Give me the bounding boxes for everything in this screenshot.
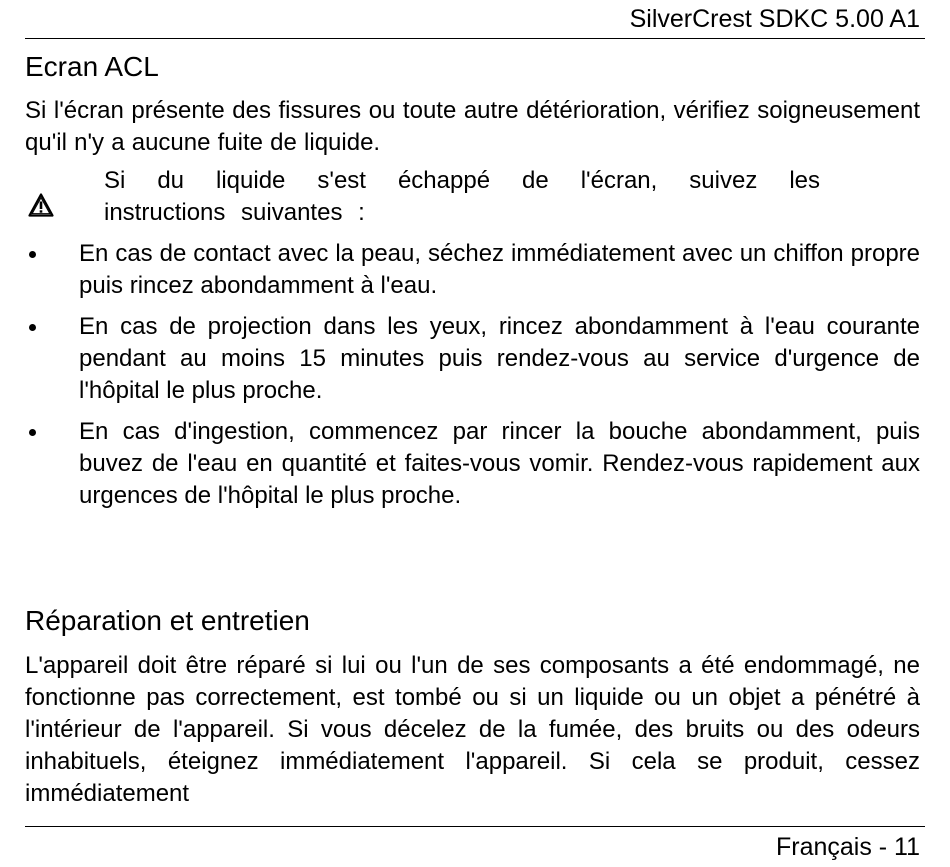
list-item — [25, 416, 920, 512]
list-item-text: En cas d'ingestion, commencez par rincer la bouche abondamment, puis buvez de l'eau en quantité et faites-vous vomir. Rendez-vous rapidement aux urgences de l'hôpital le plus proche. — [79, 418, 920, 509]
warning-text: Si du liquide s'est échappé de l'écran, suivez les instructions suivantes : — [104, 167, 820, 226]
bullet-dot — [29, 429, 36, 436]
section-body-paragraph: L'appareil doit être réparé si lui ou l'un de ses composants a été endommagé, ne fonctionne pas correctement, est tombé ou si un liquide ou un objet a pénétré à l'intérieur de l'appareil. Si vous décelez de la fumée, des bruits ou des odeurs inhabituels, éteignez immédiatement l'appareil. Si cela se produit, cessez immédiatement — [25, 652, 920, 807]
safety-instructions-list — [25, 238, 920, 521]
list-item-text: En cas de projection dans les yeux, rincez abondamment à l'eau courante pendant au moins 15 minutes puis rendez-vous au service d'urgence de l'hôpital le plus proche. — [79, 313, 920, 404]
list-item-text: En cas de contact avec la peau, séchez immédiatement avec un chiffon propre puis rincez abondamment à l'eau. — [79, 240, 920, 299]
section-heading-reparation: Réparation et entretien — [25, 605, 310, 636]
bullet-dot — [29, 251, 36, 258]
footer-divider — [25, 826, 925, 827]
page-footer-label: Français - 11 — [775, 833, 920, 861]
list-item — [25, 311, 920, 407]
header-divider — [25, 38, 925, 39]
list-item — [25, 238, 920, 302]
section-intro-paragraph: Si l'écran présente des fissures ou toute autre détérioration, vérifiez soigneusement qu'il n'y a aucune fuite de liquide. — [25, 97, 920, 156]
warning-triangle-icon — [28, 193, 54, 217]
bullet-dot — [29, 324, 36, 331]
document-header-title: SilverCrest SDKC 5.00 A1 — [629, 5, 920, 33]
section-heading-ecran-acl: Ecran ACL — [25, 51, 159, 82]
